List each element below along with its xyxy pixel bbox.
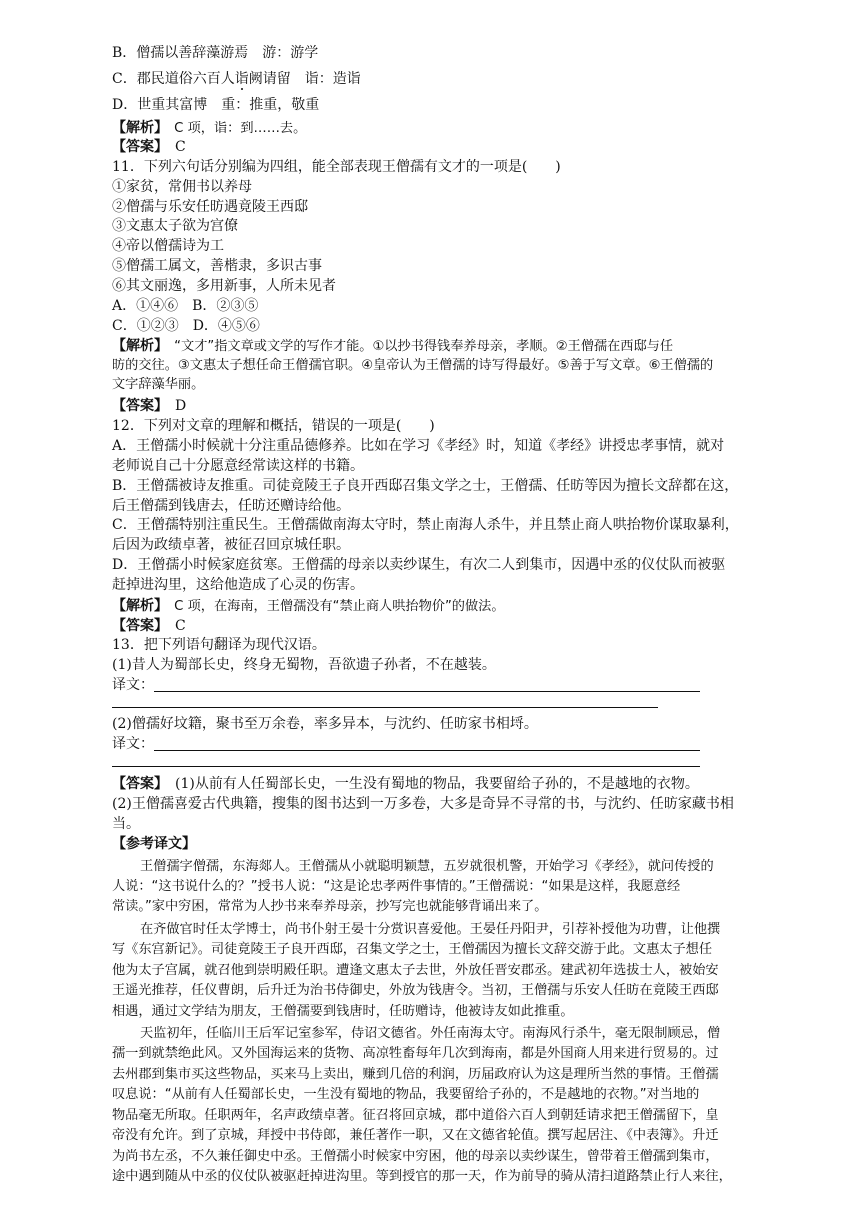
q12-option-b-cont: 后王僧孺到钱唐去，任昉还赠诗给他。 — [112, 498, 350, 514]
ref-para-line: 天监初年，任临川王后军记室参军，侍诏文德省。外任南海太守。南海风行杀牛，毫无限制顾忌，僧 — [140, 1026, 721, 1041]
q13-answer — [112, 775, 752, 794]
analysis-text: “文才”指文章或文学的写作才能。①以抄书得钱奉养母亲，孝顺。②王僧孺在西邸与任 — [161, 339, 674, 354]
q13-answer-cont: 当。 — [112, 816, 140, 832]
answer-tag: 【答案】 — [112, 618, 161, 634]
answer-text: C — [161, 139, 186, 155]
q11-item: ③文惠太子欲为宫僚 — [112, 218, 238, 234]
q13-answer-cont: (2)王僧孺喜爱古代典籍，搜集的图书达到一万多卷，大多是奇异不寻常的书，与沈约、任昉家藏书相 — [112, 796, 734, 812]
ref-para-line: 孺一到就禁绝此风。又外国海运来的货物、高凉牲畜每年几次到海南，都是外国商人用来进行贸易的。过 — [112, 1046, 719, 1061]
answer-blank[interactable] — [154, 677, 700, 692]
q11-analysis — [112, 337, 752, 356]
q11-answer — [112, 397, 752, 416]
q11-item: ①家贫，常佣书以养母 — [112, 179, 252, 195]
q12-answer — [112, 617, 752, 636]
q12-option-c-cont: 后因为政绩卓著，被征召回京城任职。 — [112, 537, 350, 553]
q13-stem: 13．把下列语句翻译为现代汉语。 — [112, 637, 326, 653]
q11-choices-ab: A．①④⑥ B．②③⑤ — [112, 298, 259, 314]
q10-option-b: B．僧孺以善辞藻游焉 游：游学 — [112, 45, 319, 61]
q13-sentence-2: (2)僧孺好坟籍，聚书至万余卷，率多异本，与沈约、任昉家书相埒。 — [112, 716, 538, 732]
q12-option-b: B．王僧孺被诗友推重。司徒竟陵王子良开西邸召集文学之士，王僧孺、任昉等因为擅长文辞都在这， — [112, 478, 739, 494]
ref-para-line: 人说：“这书说什么的？”授书人说：“这是论忠孝两件事情的。”王僧孺说：“如果是这样，我愿意经 — [112, 879, 681, 894]
q11-item: ②僧孺与乐安任昉遇竟陵王西邸 — [112, 199, 308, 215]
answer-text: D — [161, 398, 187, 414]
answer-blank[interactable] — [112, 693, 658, 708]
ref-para-line: 他为太子宫属，就召他到崇明殿任职。遭逢文惠太子去世，外放任晋安郡丞。建武初年选拔士人，被始安 — [112, 963, 719, 978]
reference-translation-heading: 【参考译文】 — [112, 836, 196, 852]
analysis-tag: 【解析】 — [112, 120, 161, 136]
ref-para-line: 写《东宫新记》。司徒竟陵王子良开西邸，召集文学之士，王僧孺因为擅长文辞交游于此。文惠太子想任 — [112, 942, 713, 957]
answer-blank[interactable] — [154, 736, 700, 751]
answer-text: (1)从前有人任蜀部长史，一生没有蜀地的物品，我要留给子孙的，不是越地的衣物。 — [161, 776, 699, 792]
q10-option-c-post: 阙请留 诣：造诣 — [248, 71, 361, 87]
q10-option-c-dotted-char: 诣 — [234, 71, 249, 87]
q10-option-c-pre: C．郡民道俗六百人 — [112, 71, 235, 87]
q12-option-d-cont: 赶掉进沟里，这给他造成了心灵的伤害。 — [112, 577, 364, 593]
answer-tag: 【答案】 — [112, 776, 161, 792]
ref-para-line: 物品毫无所取。任职两年，名声政绩卓著。征召将回京城，郡中道俗六百人到朝廷请求把王僧孺留下，皇 — [112, 1108, 719, 1123]
q12-option-c: C．王僧孺特别注重民生。王僧孺做南海太守时，禁止南海人杀牛，并且禁止商人哄抬物价谋取暴利， — [112, 517, 739, 533]
q11-item: ④帝以僧孺诗为工 — [112, 238, 224, 254]
translate-label: 译文： — [112, 677, 154, 693]
analysis-tag: 【解析】 — [112, 598, 161, 614]
ref-para-line: 为尚书左丞，不久兼任御史中丞。王僧孺小时候家中穷困，他的母亲以卖纱谋生，曾带着王僧孺到集市， — [112, 1149, 719, 1164]
q11-item: ⑥其文丽逸，多用新事，人所未见者 — [112, 278, 336, 294]
ref-para-line: 常读。”家中穷困，常常为人抄书来奉养母亲，抄写完也就能够背诵出来了。 — [112, 899, 548, 914]
q10-answer — [112, 138, 752, 157]
answer-tag: 【答案】 — [112, 398, 161, 414]
q12-option-a: A．王僧孺小时候就十分注重品德修养。比如在学习《孝经》时，知道《孝经》讲授忠孝事情，就对 — [112, 438, 725, 454]
ref-para-line: 王遥光推荐，任仪曹朗，后升迁为治书侍御史，外放为钱唐令。当初，王僧孺与乐安人任昉在竟陵王西邸 — [112, 983, 719, 998]
answer-text: C — [161, 618, 186, 634]
ref-para-line: 帝没有允许。到了京城，拜授中书侍郎，兼任著作一职，又在文德省轮值。撰写起居注、《中表簿》。升迁 — [112, 1128, 719, 1143]
q12-option-a-cont: 老师说自己十分愿意经常读这样的书籍。 — [112, 458, 364, 474]
q10-option-d: D．世重其富博 重：推重，敬重 — [112, 97, 320, 113]
q13-translation-line-1b — [112, 692, 752, 711]
q11-choices-cd: C．①②③ D．④⑤⑥ — [112, 318, 260, 334]
ref-para-line: 相遇，通过文学结为朋友，王僧孺要到钱唐时，任昉赠诗，他被诗友如此推重。 — [112, 1004, 574, 1019]
analysis-text: C 项，在海南，王僧孺没有“禁止商人哄抬物价”的做法。 — [161, 599, 505, 614]
q12-stem: 12．下列对文章的理解和概括，错误的一项是( ) — [112, 418, 435, 434]
q12-option-d: D．王僧孺小时候家庭贫寒。王僧孺的母亲以卖纱谋生，有次二人到集市，因遇中丞的仪仗队而被驱 — [112, 557, 726, 573]
q13-sentence-1: (1)昔人为蜀部长史，终身无蜀物，吾欲遗子孙者，不在越装。 — [112, 657, 496, 673]
translate-label: 译文： — [112, 736, 154, 752]
ref-para-line: 叹息说：“从前有人任蜀部长史，一生没有蜀地的物品，我要留给子孙的，不是越地的衣物。”对当地的 — [112, 1087, 700, 1102]
q11-analysis-cont: 昉的交往。③文惠太子想任命王僧孺官职。④皇帝认为王僧孺的诗写得最好。⑤善于写文章。⑥王僧孺的 — [112, 358, 714, 373]
ref-para-line: 途中遇到随从中丞的仪仗队被驱赶掉进沟里。等到授官的那一天，作为前导的骑从清扫道路禁止行人来往， — [112, 1169, 732, 1184]
q13-translation-line-2b — [112, 751, 752, 770]
ref-para-line: 在齐做官时任太学博士，尚书仆射王晏十分赏识喜爱他。王晏任丹阳尹，引荐补授他为功曹，让他撰 — [140, 922, 721, 937]
answer-tag: 【答案】 — [112, 139, 161, 155]
q10-analysis — [112, 119, 752, 138]
analysis-tag: 【解析】 — [112, 338, 161, 354]
answer-blank[interactable] — [112, 752, 700, 767]
q11-stem: 11．下列六句话分别编为四组，能全部表现王僧孺有文才的一项是( ) — [112, 159, 561, 175]
q11-analysis-cont: 文字辞藻华丽。 — [112, 377, 205, 392]
q10-option-c — [112, 70, 752, 89]
analysis-text: C 项，诣：到……去。 — [161, 121, 307, 136]
ref-para-line: 王僧孺字僧孺，东海郯人。王僧孺从小就聪明颖慧，五岁就很机警，开始学习《孝经》，就问传授的 — [140, 859, 714, 874]
ref-para-line: 去州郡到集市买这些物品，买来马上卖出，赚到几倍的利润，历届政府认为这是理所当然的事情。王僧孺 — [112, 1067, 719, 1082]
q11-item: ⑤僧孺工属文，善楷隶，多识古事 — [112, 258, 322, 274]
q12-analysis — [112, 597, 752, 616]
